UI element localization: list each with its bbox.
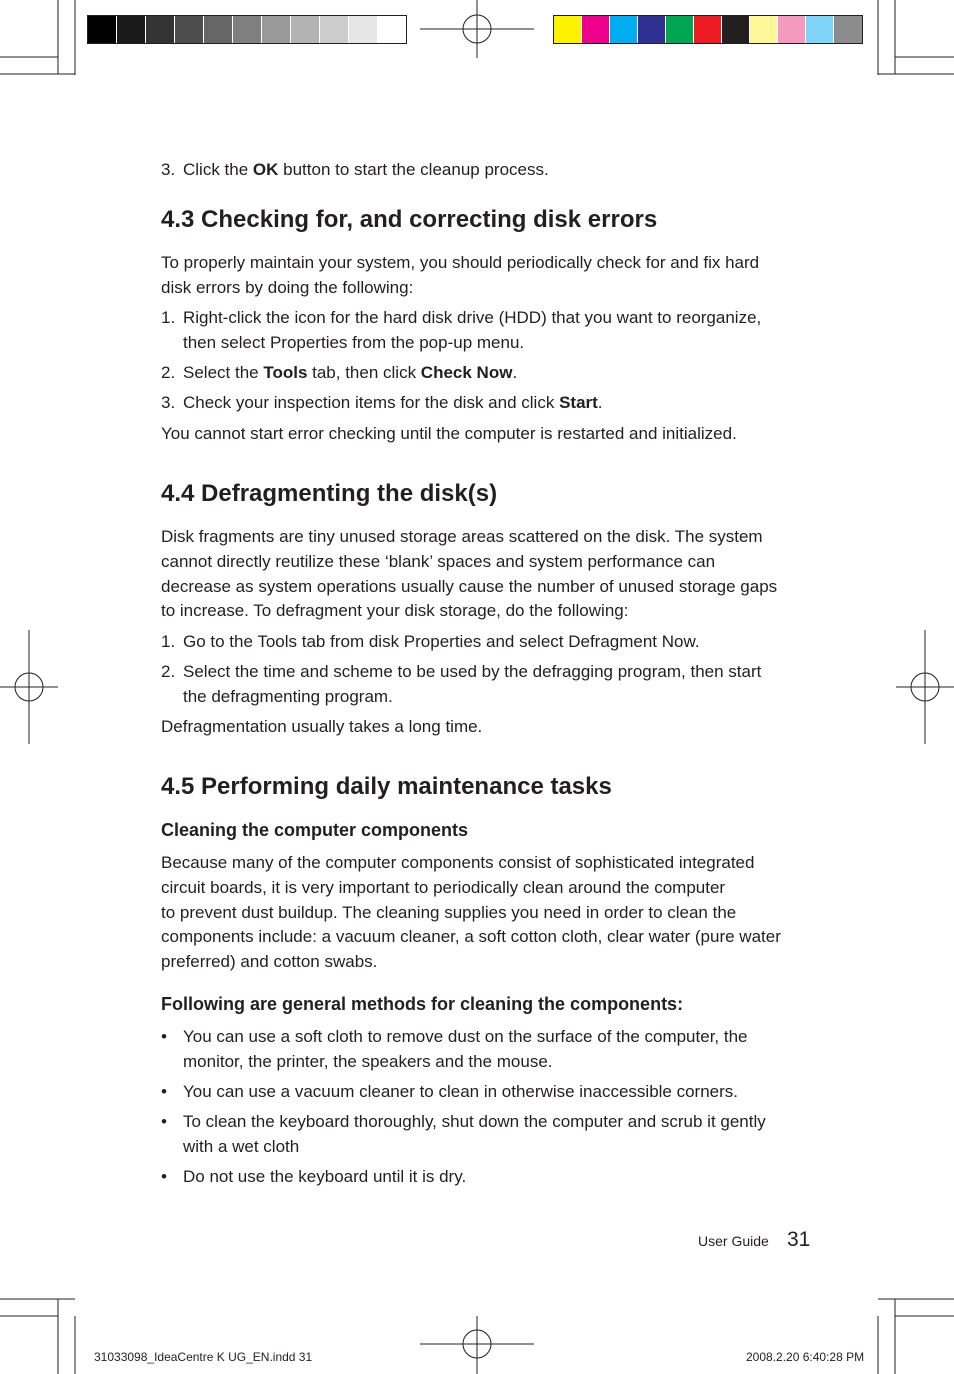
gray-swatch [204, 16, 233, 43]
section-4-4-para-line-2: cannot directly reutilize these ‘blank’ spaces and system performance can [161, 552, 716, 571]
section-4-4-para-line-3: decrease as system operations usually cause the number of unused storage gaps [161, 577, 778, 596]
gray-swatch [117, 16, 146, 43]
gray-swatch [262, 16, 291, 43]
intro-step-3: 3. Click the OK button to start the cleanup process. [161, 157, 811, 182]
gray-swatch [349, 16, 378, 43]
cleaning-bullet-1: • You can use a soft cloth to remove dust on the surface of the computer, the monitor, the printer, the speakers and the mouse. [161, 1024, 811, 1074]
section-4-4-step-1: 1. Go to the Tools tab from disk Properties and select Defragment Now. [161, 632, 700, 651]
section-4-4-note: Defragmentation usually takes a long time. [161, 717, 483, 736]
section-4-3-step-3: 3. Check your inspection items for the disk and click Start. [161, 393, 603, 412]
ok-term: OK [252, 160, 279, 179]
cleaning-bullet-3: • To clean the keyboard thoroughly, shut down the computer and scrub it gently with a wet cloth [161, 1109, 811, 1159]
cleaning-components-subheading: Cleaning the computer components [161, 820, 469, 840]
section-4-4-para-line-4: to increase. To defragment your disk storage, do the following: [161, 601, 629, 620]
color-swatch [638, 16, 666, 43]
color-swatch [806, 16, 834, 43]
bullet-icon: • [161, 1082, 167, 1101]
section-4-3-note: You cannot start error checking until the computer is restarted and initialized. [161, 424, 737, 443]
slug-filename: 31033098_IdeaCentre K UG_EN.indd 31 [94, 1350, 313, 1364]
gray-swatch [146, 16, 175, 43]
gray-calibration-strip [87, 15, 407, 44]
gray-swatch [320, 16, 349, 43]
cleaning-methods-subheading: Following are general methods for cleaning the components: [161, 994, 684, 1014]
color-swatch [750, 16, 778, 43]
bullet-icon: • [161, 1112, 167, 1131]
section-4-4-para-line-1: Disk fragments are tiny unused storage areas scattered on the disk. The system [161, 527, 763, 546]
gray-swatch [378, 16, 406, 43]
gray-swatch [88, 16, 117, 43]
color-calibration-strip [553, 15, 863, 44]
gray-swatch [233, 16, 262, 43]
color-swatch [694, 16, 722, 43]
color-swatch [722, 16, 750, 43]
gray-swatch [175, 16, 204, 43]
section-4-5-para-line-2: circuit boards, it is very important to periodically clean around the computer [161, 878, 726, 897]
color-swatch [666, 16, 694, 43]
section-4-3-intro-line-2: disk errors by doing the following: [161, 278, 414, 297]
color-swatch [582, 16, 610, 43]
section-4-3-intro-line-1: To properly maintain your system, you should periodically check for and fix hard [161, 253, 760, 272]
step-number: 3. [161, 160, 176, 179]
section-4-5-para-line-1: Because many of the computer components consist of sophisticated integrated [161, 853, 755, 872]
section-4-5-para-line-3: to prevent dust buildup. The cleaning supplies you need in order to clean the [161, 903, 737, 922]
color-swatch [610, 16, 638, 43]
section-4-5-para-line-5: preferred) and cotton swabs. [161, 952, 378, 971]
color-swatch [554, 16, 582, 43]
color-swatch [834, 16, 862, 43]
section-4-3-step-1: 1. Right-click the icon for the hard disk drive (HDD) that you want to reorganize, then select Properties from the pop-up menu. [161, 308, 762, 352]
section-4-3-step-2: 2. Select the Tools tab, then click Check Now. [161, 363, 518, 382]
cleaning-bullet-2: • You can use a vacuum cleaner to clean in otherwise inaccessible corners. [161, 1079, 811, 1104]
page-number: 31 [787, 1228, 811, 1251]
slug-timestamp: 2008.2.20 6:40:28 PM [746, 1350, 865, 1364]
section-4-4-heading: 4.4 Defragmenting the disk(s) [161, 480, 498, 507]
bullet-icon: • [161, 1167, 167, 1186]
section-4-5-para-line-4: components include: a vacuum cleaner, a soft cotton cloth, clear water (pure water [161, 927, 781, 946]
color-swatch [778, 16, 806, 43]
section-4-3-heading: 4.3 Checking for, and correcting disk errors [161, 206, 658, 233]
section-4-4-step-2: 2. Select the time and scheme to be used by the defragging program, then start the defragmenting program. [161, 662, 762, 706]
gray-swatch [291, 16, 320, 43]
footer-label: User Guide [698, 1233, 769, 1249]
cleaning-bullet-4: • Do not use the keyboard until it is dry. [161, 1164, 811, 1189]
bullet-icon: • [161, 1027, 167, 1046]
section-4-5-heading: 4.5 Performing daily maintenance tasks [161, 773, 612, 800]
